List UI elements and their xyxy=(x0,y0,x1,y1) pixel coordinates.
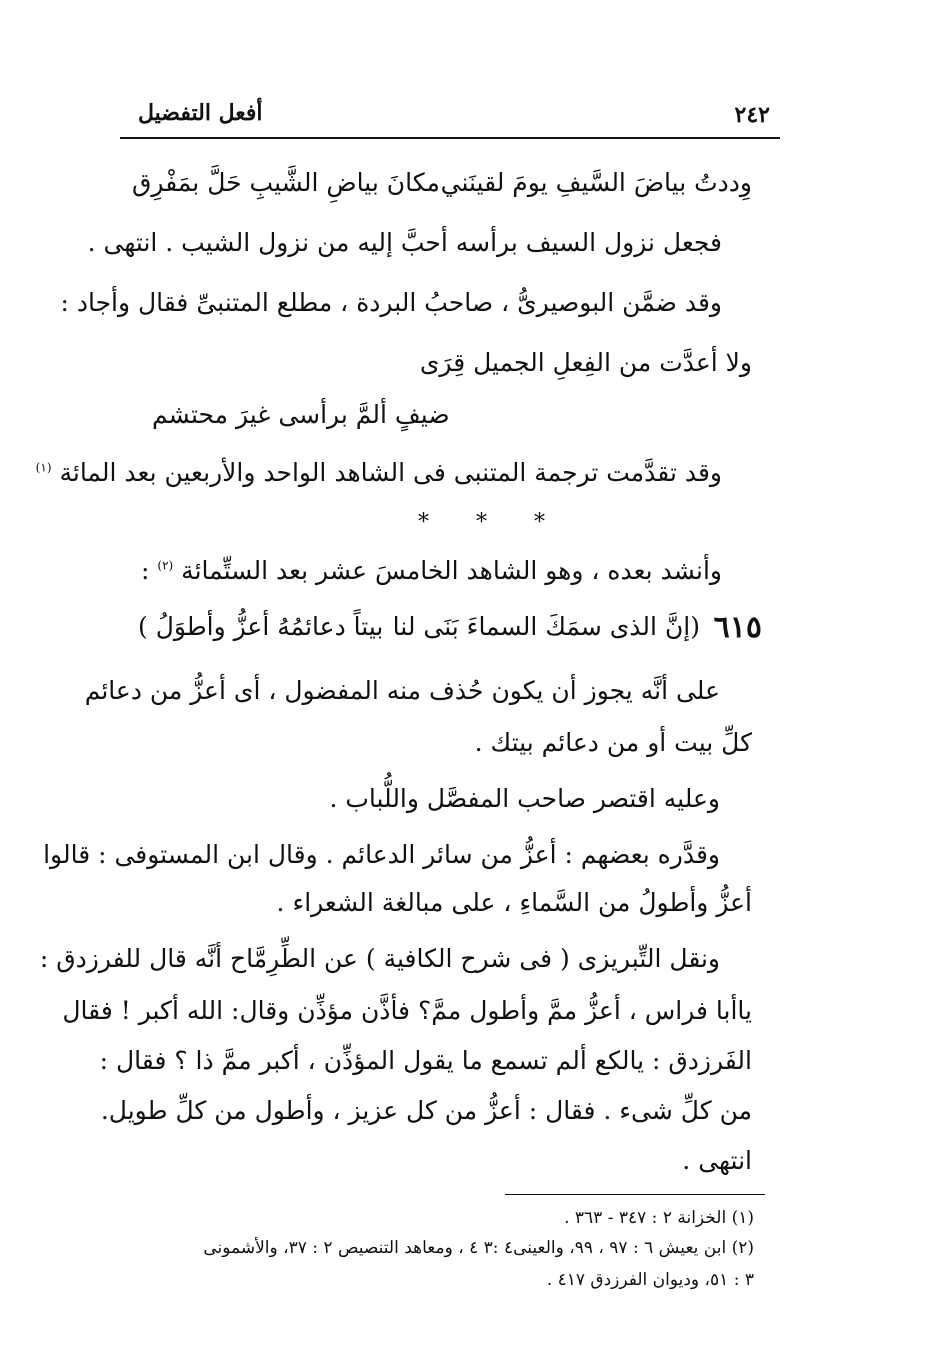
text-line: كلِّ بيت أو من دعائم بيتك . xyxy=(474,728,752,757)
verse1-first-hemistich: وِددتُ بياضَ السَّيفِ يومَ لقينَني xyxy=(440,168,752,197)
page-number: ٢٤٢ xyxy=(734,102,770,128)
verse2-first-hemistich: ولا أعدَّت من الفِعلِ الجميل قِرَى xyxy=(419,348,752,377)
footnote-marker: (٢) xyxy=(157,558,174,573)
text-line: ياأبا فراس ، أعزُّ ممَّ وأطول ممَّ؟ فأذَّن مؤذِّن وقال: الله أكبر ! فقال xyxy=(62,996,752,1025)
text-line: على أنَّه يجوز أن يكون حُذف منه المفضول ، أى أعزُّ من دعائم xyxy=(84,676,720,705)
text-line xyxy=(141,556,722,585)
text-line: أعزُّ وأطولُ من السَّماءِ ، على مبالغة الشعراء . xyxy=(276,888,752,917)
text-segment: وأنشد بعده ، وهو الشاهد الخامسَ عشر بعد الستِّمائة xyxy=(181,556,722,585)
text-line: وقد ضمَّن البوصيرىُّ ، صاحبُ البردة ، مطلع المتنبىِّ فقال وأجاد : xyxy=(60,288,722,317)
running-header xyxy=(128,96,778,136)
footnote-rule xyxy=(505,1194,765,1195)
text-line: وعليه اقتصر صاحب المفصَّل واللُّباب . xyxy=(329,784,720,813)
footnote-1: (١) الخزانة ٢ : ٣٤٧ - ٣٦٣ . xyxy=(564,1208,754,1228)
text-segment: وقد تقدَّمت ترجمة المتنبى فى الشاهد الواحد والأربعين بعد المائة xyxy=(59,458,722,487)
text-line xyxy=(36,458,722,487)
text-line: من كلِّ شىء . فقال : أعزُّ من كل عزيز ، وأطول من كلِّ طويل. xyxy=(100,1096,752,1125)
text-line: وقدَّره بعضهم : أعزُّ من سائر الدعائم . وقال ابن المستوفى : قالوا xyxy=(43,840,720,869)
footnote-marker: (١) xyxy=(35,460,52,475)
header-rule xyxy=(120,137,780,139)
footnote-2-continued: ٣ : ٥١، وديوان الفرزدق ٤١٧ . xyxy=(546,1270,754,1290)
verse2-second-hemistich: ضيفٍ ألمَّ برأسى غيرَ محتشم xyxy=(152,400,450,429)
text-line: انتهى . xyxy=(682,1146,752,1175)
text-line: ونقل التِّبريزى ( فى شرح الكافية ) عن الطِّرِمَّاح أنَّه قال للفرزدق : xyxy=(39,944,720,973)
verse1-second-hemistich: مكانَ بياضِ الشَّيبِ حَلَّ بمَفْرِق xyxy=(132,168,440,197)
text-segment: : xyxy=(141,556,150,585)
footnote-2: (٢) ابن يعيش ٦ : ٩٧ ، ٩٩، والعينى٤ :٣ ٤ ، ومعاهد التنصيص ٢ : ٣٧، والأشمونى xyxy=(203,1238,754,1258)
chapter-title: أفعل التفضيل xyxy=(138,100,263,126)
verse3-first-hemistich: (إنَّ الذى سمَكَ السماءَ بَنَى لنا xyxy=(392,612,700,641)
text-line: الفَرزدق : يالكع ألم تسمع ما يقول المؤذِّن ، أكبر ممَّ ذا ؟ فقال : xyxy=(99,1046,752,1075)
verse3-second-hemistich: بيتاً دعائمُهُ أعزُّ وأطوَلُ ) xyxy=(138,612,384,641)
section-separator: * * * xyxy=(418,510,565,535)
text-line: فجعل نزول السيف برأسه أحبَّ إليه من نزول الشيب . انتهى . xyxy=(87,228,722,257)
verse-number: ٦١٥ xyxy=(713,610,762,645)
